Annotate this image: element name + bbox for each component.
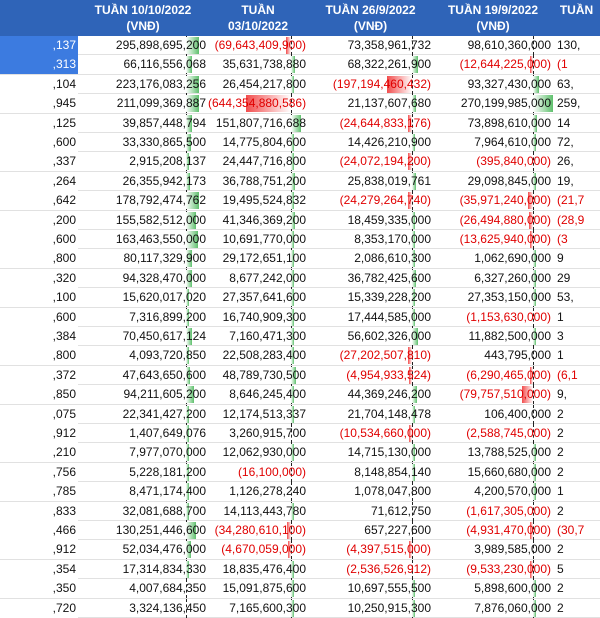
cell-value[interactable]: 7,165,600,300 <box>229 600 306 615</box>
column-header-1[interactable] <box>78 0 208 36</box>
cell-value[interactable]: 70,450,617,124 <box>122 329 206 343</box>
cell-value[interactable]: 7,977,070,000 <box>129 445 206 460</box>
cell-value[interactable]: 18,835,476,400 <box>222 561 306 576</box>
cell-value[interactable]: 151,807,716,688 <box>215 115 306 130</box>
cell-value[interactable]: 26,454,217,800 <box>222 76 306 91</box>
cell-value[interactable]: 71,612,750 <box>370 503 431 518</box>
column-header-title: TUẦN <box>241 3 275 17</box>
cell-value[interactable]: 295,898,695,200 <box>115 38 206 52</box>
row-value-partial[interactable]: ,850 <box>0 385 78 404</box>
row-value-partial[interactable]: ,210 <box>0 443 78 462</box>
cell-value[interactable]: 10,250,915,300 <box>347 600 431 615</box>
row-value-partial[interactable]: ,912 <box>0 540 78 559</box>
cell-value[interactable]: (1 <box>557 57 568 72</box>
table-row <box>0 152 600 171</box>
row-value-partial[interactable]: ,200 <box>0 211 78 230</box>
cell-value[interactable]: 14,426,210,900 <box>347 135 431 149</box>
table-row <box>0 75 600 94</box>
cell-value[interactable]: 80,117,329,900 <box>123 251 206 266</box>
cell-value[interactable]: 9, <box>557 387 568 402</box>
table-row <box>0 579 600 598</box>
table-row <box>0 327 600 346</box>
cell-value[interactable]: (395,840,000) <box>476 154 551 169</box>
cell-value[interactable]: 2 <box>557 445 564 460</box>
cell-value[interactable]: 270,199,985,000 <box>460 96 551 111</box>
table-row <box>0 502 600 521</box>
cell-value[interactable]: 1 <box>557 348 564 363</box>
column-header-3[interactable] <box>308 0 433 36</box>
cell-value[interactable]: 27,353,150,000 <box>467 290 551 305</box>
table-row <box>0 346 600 365</box>
row-value-partial[interactable]: ,600 <box>0 133 78 152</box>
cell-value[interactable]: 2,915,208,137 <box>129 154 206 169</box>
cell-value[interactable]: (13,625,940,000) <box>459 232 551 246</box>
table-row <box>0 599 600 618</box>
table-row <box>0 560 600 579</box>
row-value-partial[interactable]: ,833 <box>0 502 78 521</box>
row-value-partial[interactable]: ,800 <box>0 249 78 268</box>
cell-value[interactable]: 73,898,610,000 <box>467 115 551 130</box>
cell-value[interactable]: 4,007,684,350 <box>129 581 206 596</box>
column-header-subtitle: (VNĐ) <box>476 19 510 33</box>
column-header-subtitle: (VNĐ) <box>126 19 160 33</box>
cell-value[interactable]: 211,099,369,887 <box>116 96 206 111</box>
cell-value[interactable]: (35,971,240,000) <box>459 193 551 208</box>
cell-value[interactable]: 3,989,585,000 <box>474 542 551 557</box>
table-row <box>0 540 600 559</box>
cell-value[interactable]: 36,788,751,200 <box>222 173 306 188</box>
cell-value[interactable]: (12,644,225,000) <box>459 57 551 72</box>
cell-value[interactable]: 11,882,500,000 <box>468 329 551 343</box>
cell-value[interactable]: (27,202,507,810) <box>339 348 431 363</box>
cell-value[interactable]: 443,795,000 <box>484 348 551 363</box>
cell-value[interactable]: 8,677,242,000 <box>229 270 306 285</box>
cell-value[interactable]: 41,346,369,200 <box>222 212 306 227</box>
cell-value[interactable]: 9 <box>557 251 564 266</box>
cell-value[interactable]: 13,788,525,000 <box>467 445 551 460</box>
cell-value[interactable]: 106,400,000 <box>484 406 551 421</box>
cell-value[interactable]: 17,314,834,330 <box>122 561 206 576</box>
cell-value[interactable]: (6,1 <box>557 367 578 382</box>
cell-value[interactable]: 8,646,245,400 <box>229 387 306 402</box>
cell-value[interactable]: 178,792,474,762 <box>115 193 206 208</box>
table-row <box>0 114 600 133</box>
row-value-partial[interactable]: ,354 <box>0 560 78 579</box>
cell-value[interactable]: 5 <box>557 561 564 576</box>
row-value-partial[interactable]: ,720 <box>0 599 78 618</box>
cell-value[interactable]: (28,9 <box>557 212 585 227</box>
column-header-title: TUẦN 19/9/2022 <box>447 3 539 17</box>
cell-value[interactable]: 1 <box>557 309 564 324</box>
row-value-partial[interactable]: ,137 <box>0 36 78 55</box>
cell-value[interactable]: 2 <box>557 406 564 421</box>
table-row <box>0 482 600 501</box>
cell-value[interactable]: (1,617,305,000) <box>466 503 551 518</box>
row-value-partial[interactable]: ,466 <box>0 521 78 540</box>
cell-value[interactable]: 2 <box>557 503 564 518</box>
cell-value[interactable]: 6,327,260,000 <box>474 270 551 285</box>
cell-value[interactable]: 10,697,555,500 <box>347 581 431 596</box>
row-value-partial[interactable]: ,785 <box>0 482 78 501</box>
table-row <box>0 405 600 424</box>
cell-value[interactable]: 68,322,261,900 <box>347 57 431 72</box>
column-header-subtitle: (VNĐ) <box>353 19 388 33</box>
cell-value[interactable]: 18,459,335,000 <box>347 212 431 227</box>
cell-value[interactable]: 22,508,283,400 <box>222 348 306 363</box>
cell-value[interactable]: 94,211,605,200 <box>123 387 206 402</box>
row-value-partial[interactable]: ,912 <box>0 424 78 443</box>
row-value-partial[interactable]: ,320 <box>0 269 78 288</box>
cell-value[interactable]: 15,091,875,600 <box>222 581 306 596</box>
cell-value[interactable]: 1,407,649,076 <box>129 426 206 440</box>
cell-value[interactable]: (26,494,880,000) <box>459 212 551 227</box>
table-row <box>0 308 600 327</box>
cell-value[interactable]: 25,838,019,761 <box>347 173 431 188</box>
cell-value[interactable]: 72, <box>557 135 574 149</box>
cell-value[interactable]: (4,670,059,000) <box>221 542 306 557</box>
cell-value[interactable]: 26,355,942,173 <box>122 173 206 188</box>
cell-value[interactable]: (24,072,194,200) <box>339 154 431 169</box>
cell-value[interactable]: 130, <box>557 38 581 52</box>
cell-value[interactable]: 24,447,716,800 <box>222 154 306 169</box>
table-row <box>0 424 600 443</box>
cell-value[interactable]: 63, <box>557 76 574 91</box>
cell-value[interactable]: 155,582,512,000 <box>115 212 206 227</box>
cell-value[interactable]: 4,200,570,000 <box>474 484 551 499</box>
cell-value[interactable]: (2,536,526,912) <box>346 561 431 576</box>
cell-value[interactable]: (2,588,745,000) <box>466 426 551 440</box>
cell-value[interactable]: 1 <box>557 484 564 499</box>
table-row <box>0 521 600 540</box>
cell-value[interactable]: (644,354,880,586) <box>208 96 307 111</box>
cell-value[interactable]: 10,691,770,000 <box>222 232 306 246</box>
row-value-partial[interactable]: ,642 <box>0 191 78 210</box>
cell-value[interactable]: 7,876,060,000 <box>474 600 551 615</box>
column-header-5[interactable] <box>553 0 600 36</box>
row-value-partial[interactable]: ,350 <box>0 579 78 598</box>
cell-value[interactable]: (3 <box>557 232 568 246</box>
cell-value[interactable]: 2 <box>557 542 564 557</box>
cell-value[interactable]: 94,328,470,000 <box>122 270 206 285</box>
cell-value[interactable]: 8,471,174,400 <box>129 484 206 499</box>
table-row <box>0 249 600 268</box>
row-value-partial[interactable]: ,100 <box>0 288 78 307</box>
cell-value[interactable]: 1,062,690,000 <box>474 251 551 266</box>
cell-value[interactable]: 3,324,136,450 <box>129 600 206 615</box>
cell-value[interactable]: 130,251,446,600 <box>115 523 206 537</box>
cell-value[interactable]: (79,757,510,000) <box>459 387 551 402</box>
cell-value[interactable]: 93,327,430,000 <box>467 76 551 91</box>
row-value-partial[interactable]: ,800 <box>0 346 78 365</box>
table-row <box>0 94 600 113</box>
row-value-partial[interactable]: ,384 <box>0 327 78 346</box>
cell-value[interactable]: 15,620,017,020 <box>122 290 206 305</box>
cell-value[interactable]: 52,034,476,000 <box>122 542 206 557</box>
row-value-partial[interactable]: ,600 <box>0 308 78 327</box>
cell-value[interactable]: 12,062,930,000 <box>222 445 306 460</box>
cell-value[interactable]: 163,463,550,000 <box>115 232 206 246</box>
cell-value[interactable]: 5,228,181,200 <box>129 464 206 479</box>
cell-value[interactable]: (4,397,515,000) <box>346 542 431 557</box>
cell-value[interactable]: 5,898,600,000 <box>474 581 551 596</box>
cell-value[interactable]: (197,194,460,432) <box>332 76 431 91</box>
cell-value[interactable]: 66,116,556,068 <box>123 57 206 72</box>
cell-value[interactable]: (69,643,409,900) <box>214 38 306 52</box>
cell-value[interactable]: (16,100,000) <box>237 464 306 479</box>
cell-value[interactable]: 35,631,738,880 <box>222 57 306 72</box>
table-row <box>0 55 600 74</box>
column-header-title: TUẦN 26/9/2022 <box>325 3 416 17</box>
cell-value[interactable]: 48,789,730,500 <box>222 367 306 382</box>
cell-value[interactable]: 657,227,600 <box>364 523 431 537</box>
cell-value[interactable]: 2 <box>557 464 564 479</box>
cell-value[interactable]: 2 <box>557 426 564 440</box>
cell-value[interactable]: (6,290,465,000) <box>466 367 551 382</box>
table-row <box>0 385 600 404</box>
row-value-partial[interactable]: ,313 <box>0 55 78 74</box>
cell-value[interactable]: 14,775,804,600 <box>222 135 306 149</box>
cell-value[interactable]: 33,330,865,500 <box>122 135 206 149</box>
row-value-partial[interactable]: ,075 <box>0 405 78 424</box>
cell-value[interactable]: 7,316,899,200 <box>129 309 206 324</box>
table-row <box>0 36 600 55</box>
cell-value[interactable]: 8,353,170,000 <box>354 232 431 246</box>
cell-value[interactable]: 29,172,651,100 <box>222 251 306 266</box>
cell-value[interactable]: 4,093,720,850 <box>129 348 206 363</box>
cell-value[interactable]: 7,160,471,300 <box>229 329 306 343</box>
column-header-subtitle: 03/10/2022 <box>227 19 289 33</box>
cell-value[interactable]: 29 <box>557 270 571 285</box>
cell-value[interactable]: 53, <box>557 290 574 305</box>
row-value-partial[interactable]: ,945 <box>0 94 78 113</box>
table-row <box>0 191 600 210</box>
cell-value[interactable]: (34,280,610,100) <box>214 523 306 537</box>
table-row <box>0 230 600 249</box>
cell-value[interactable]: 1,126,278,240 <box>229 484 306 499</box>
cell-value[interactable]: 19, <box>557 173 574 188</box>
cell-value[interactable]: 36,782,425,600 <box>347 270 431 285</box>
cell-value[interactable]: 73,358,961,732 <box>347 38 431 52</box>
cell-value[interactable]: 39,857,448,794 <box>122 115 206 130</box>
column-header-2[interactable] <box>208 0 308 36</box>
cell-value[interactable]: 3,260,915,700 <box>229 426 306 440</box>
table-row <box>0 211 600 230</box>
cell-value[interactable]: 44,369,246,200 <box>347 387 431 402</box>
cell-value[interactable]: 2 <box>557 581 564 596</box>
cell-value[interactable]: 56,602,326,000 <box>347 329 431 343</box>
cell-value[interactable]: 32,081,688,700 <box>122 503 206 518</box>
row-value-partial[interactable]: ,600 <box>0 230 78 249</box>
column-header-title: TUẦN 10/10/2022 <box>94 3 192 17</box>
row-value-partial[interactable]: ,104 <box>0 75 78 94</box>
cell-value[interactable]: 259, <box>557 96 581 111</box>
row-value-partial[interactable]: ,372 <box>0 366 78 385</box>
table-row <box>0 366 600 385</box>
row-value-partial[interactable]: ,264 <box>0 172 78 191</box>
cell-value[interactable]: 17,444,585,000 <box>347 309 431 324</box>
table-row <box>0 133 600 152</box>
cell-value[interactable]: 21,704,148,478 <box>347 406 431 421</box>
cell-value[interactable]: 14,715,130,000 <box>347 445 431 460</box>
row-value-partial[interactable]: ,337 <box>0 152 78 171</box>
row-value-partial[interactable]: ,756 <box>0 463 78 482</box>
cell-value[interactable]: 27,357,641,600 <box>222 290 306 305</box>
cell-value[interactable]: (30,7 <box>557 523 585 537</box>
cell-value[interactable]: 14,113,443,780 <box>223 503 306 518</box>
cell-value[interactable]: (21,7 <box>557 193 585 208</box>
cell-value[interactable]: (10,534,660,000) <box>339 426 431 440</box>
cell-value[interactable]: 29,098,845,000 <box>467 173 551 188</box>
cell-value[interactable]: 15,660,680,000 <box>467 464 551 479</box>
cell-value[interactable]: 15,339,228,200 <box>347 290 431 305</box>
cell-value[interactable]: 19,495,524,832 <box>222 193 306 208</box>
column-header-title: TUẦN <box>559 3 594 17</box>
cell-value[interactable]: 3 <box>557 329 564 343</box>
table-row <box>0 443 600 462</box>
cell-value[interactable]: 223,176,083,256 <box>115 76 206 91</box>
cell-value[interactable]: (1,153,630,000) <box>466 309 551 324</box>
cell-value[interactable]: 1,078,047,800 <box>354 484 431 499</box>
cell-value[interactable]: (24,279,264,740) <box>339 193 431 208</box>
cell-value[interactable]: 7,964,610,000 <box>474 135 551 149</box>
cell-value[interactable]: 8,148,854,140 <box>354 464 431 479</box>
cell-value[interactable]: 21,137,607,680 <box>347 96 431 111</box>
cell-value[interactable]: 14 <box>557 115 571 130</box>
cell-value[interactable]: 47,643,650,600 <box>122 367 206 382</box>
column-header-4[interactable] <box>433 0 553 36</box>
table-row <box>0 463 600 482</box>
cell-value[interactable]: (4,954,933,524) <box>346 367 431 382</box>
row-value-partial[interactable]: ,125 <box>0 114 78 133</box>
cell-value[interactable]: 16,740,909,300 <box>222 309 306 324</box>
cell-value[interactable]: 26, <box>557 154 574 169</box>
cell-value[interactable]: 2 <box>557 600 564 615</box>
cell-value[interactable]: 2,086,610,300 <box>354 251 431 266</box>
cell-value[interactable]: 12,174,513,337 <box>222 406 306 421</box>
cell-value[interactable]: (4,931,470,000) <box>466 523 551 537</box>
table-row <box>0 172 600 191</box>
cell-value[interactable]: (9,533,230,000) <box>466 561 551 576</box>
cell-value[interactable]: 98,610,360,000 <box>467 38 551 52</box>
table-row <box>0 269 600 288</box>
cell-value[interactable]: (24,644,833,176) <box>339 115 431 130</box>
table-row <box>0 288 600 307</box>
cell-value[interactable]: 22,341,427,200 <box>122 406 206 421</box>
